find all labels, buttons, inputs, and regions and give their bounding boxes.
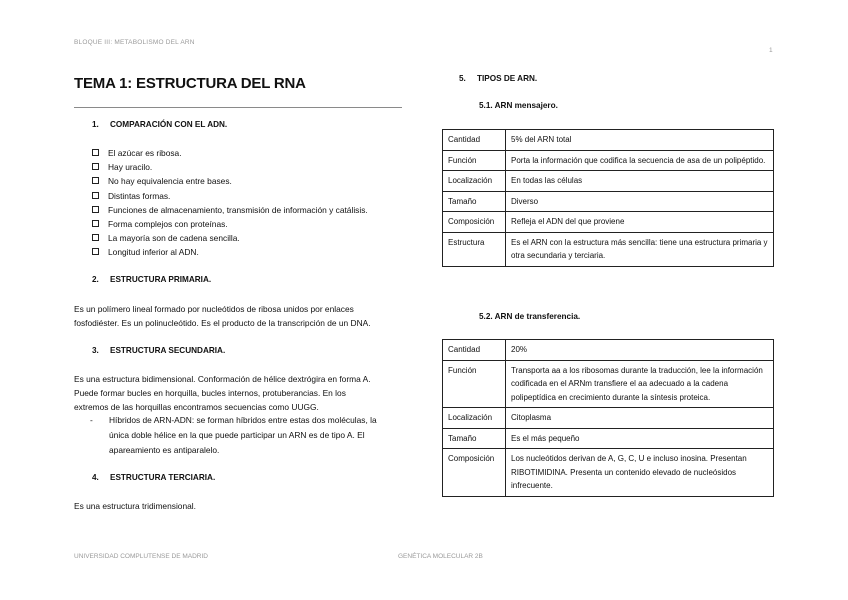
section-title: TIPOS DE ARN.: [477, 74, 538, 83]
row-key: Función: [443, 360, 506, 408]
table-row: [443, 232, 774, 266]
section-number: 3.: [92, 346, 99, 355]
page-number: 1: [769, 47, 773, 54]
table-row: [443, 130, 774, 151]
table-row: [443, 150, 774, 171]
mrna-subheading: 5.1. ARN mensajero.: [479, 101, 558, 110]
table-row: [443, 171, 774, 192]
title-divider: [74, 107, 402, 108]
row-value: Porta la información que codifica la secuencia de asa de un polipéptido.: [506, 150, 774, 171]
row-value: 20%: [506, 340, 774, 361]
checkbox-bullet-icon: [92, 163, 99, 170]
checkbox-bullet-icon: [92, 149, 99, 156]
checkbox-bullet-icon: [92, 192, 99, 199]
table-row: [443, 428, 774, 449]
row-value: 5% del ARN total: [506, 130, 774, 151]
table-row: [443, 212, 774, 233]
list-item: Hay uracilo.: [92, 160, 368, 174]
row-key: Composición: [443, 212, 506, 233]
running-header: BLOQUE III: METABOLISMO DEL ARN: [74, 39, 195, 46]
trna-subheading: 5.2. ARN de transferencia.: [479, 312, 581, 321]
section-title: ESTRUCTURA PRIMARIA.: [110, 275, 212, 284]
list-item: El azúcar es ribosa.: [92, 146, 368, 160]
page-title: TEMA 1: ESTRUCTURA DEL RNA: [74, 75, 306, 92]
footer-university: UNIVERSIDAD COMPLUTENSE DE MADRID: [74, 553, 208, 560]
checkbox-bullet-icon: [92, 220, 99, 227]
checkbox-bullet-icon: [92, 234, 99, 241]
row-key: Cantidad: [443, 130, 506, 151]
table-row: [443, 360, 774, 408]
dash-bullet: -: [90, 415, 93, 425]
row-key: Cantidad: [443, 340, 506, 361]
list-item: Longitud inferior al ADN.: [92, 245, 368, 259]
list-item: Distintas formas.: [92, 189, 368, 203]
row-key: Tamaño: [443, 428, 506, 449]
row-value: Refleja el ADN del que proviene: [506, 212, 774, 233]
table-row: [443, 408, 774, 429]
row-value: Es el ARN con la estructura más sencilla: tiene una estructura primaria y otra secundaria y terciaria.: [506, 232, 774, 266]
row-key: Localización: [443, 171, 506, 192]
checkbox-bullet-icon: [92, 177, 99, 184]
section-heading-comparison: [92, 120, 227, 129]
row-key: Función: [443, 150, 506, 171]
checkbox-bullet-icon: [92, 248, 99, 255]
row-value: Transporta aa a los ribosomas durante la traducción, lee la información codificada en el ARNm transfiere el aa adecuado a la cadena polipeptídica en crecimiento durante la síntesis proteica.: [506, 360, 774, 408]
table-row: [443, 449, 774, 497]
section-title: ESTRUCTURA SECUNDARIA.: [110, 346, 226, 355]
row-key: Tamaño: [443, 191, 506, 212]
row-value: Los nucleótidos derivan de A, G, C, U e incluso inosina. Presentan RIBOTIMIDINA. Presenta un contenido elevado de nucleósidos infrecuente.: [506, 449, 774, 497]
section-number: 2.: [92, 275, 99, 284]
section-title: COMPARACIÓN CON EL ADN.: [110, 120, 228, 129]
table-row: [443, 340, 774, 361]
list-item: No hay equivalencia entre bases.: [92, 174, 368, 188]
section-heading-primary: [92, 275, 211, 284]
footer-course: GENÉTICA MOLECULAR 2B: [398, 553, 483, 560]
row-value: Citoplasma: [506, 408, 774, 429]
primary-structure-paragraph: Es un polímero lineal formado por nucleótidos de ribosa unidos por enlaces fosfodiéster. Es un polinucleótido. Es el producto de la transcripción de un DNA.: [74, 304, 371, 328]
section-number: 4.: [92, 473, 99, 482]
tertiary-structure-paragraph: Es una estructura tridimensional.: [74, 501, 196, 511]
table-row: [443, 191, 774, 212]
secondary-structure-paragraph: Es una estructura bidimensional. Conformación de hélice dextrógira en forma A. Puede formar bucles en horquilla, bucles internos, protuberancias. En los extremos de las horquillas encontramos secuencias como UUGG.: [74, 374, 371, 412]
trna-table: [442, 339, 774, 497]
row-key: Estructura: [443, 232, 506, 266]
list-item: Forma complejos con proteínas.: [92, 217, 368, 231]
row-key: Composición: [443, 449, 506, 497]
section-number: 5.: [459, 74, 466, 83]
mrna-table: [442, 129, 774, 267]
list-item: Funciones de almacenamiento, transmisión de información y catálisis.: [92, 203, 368, 217]
list-item: La mayoría son de cadena sencilla.: [92, 231, 368, 245]
checkbox-bullet-icon: [92, 206, 99, 213]
section-heading-rna-types: [459, 74, 537, 83]
row-value: Diverso: [506, 191, 774, 212]
section-heading-tertiary: [92, 473, 215, 482]
row-value: En todas las células: [506, 171, 774, 192]
section-number: 1.: [92, 120, 99, 129]
section-title: ESTRUCTURA TERCIARIA.: [110, 473, 216, 482]
comparison-list: [92, 146, 368, 260]
hybrid-subitem: - Híbridos de ARN-ADN: se forman híbridos entre estas dos moléculas, la única doble hélice en la que puede participar un ARN es de tipo A. El apareamiento es antiparalelo.: [90, 415, 377, 455]
row-key: Localización: [443, 408, 506, 429]
row-value: Es el más pequeño: [506, 428, 774, 449]
section-heading-secondary: [92, 346, 225, 355]
